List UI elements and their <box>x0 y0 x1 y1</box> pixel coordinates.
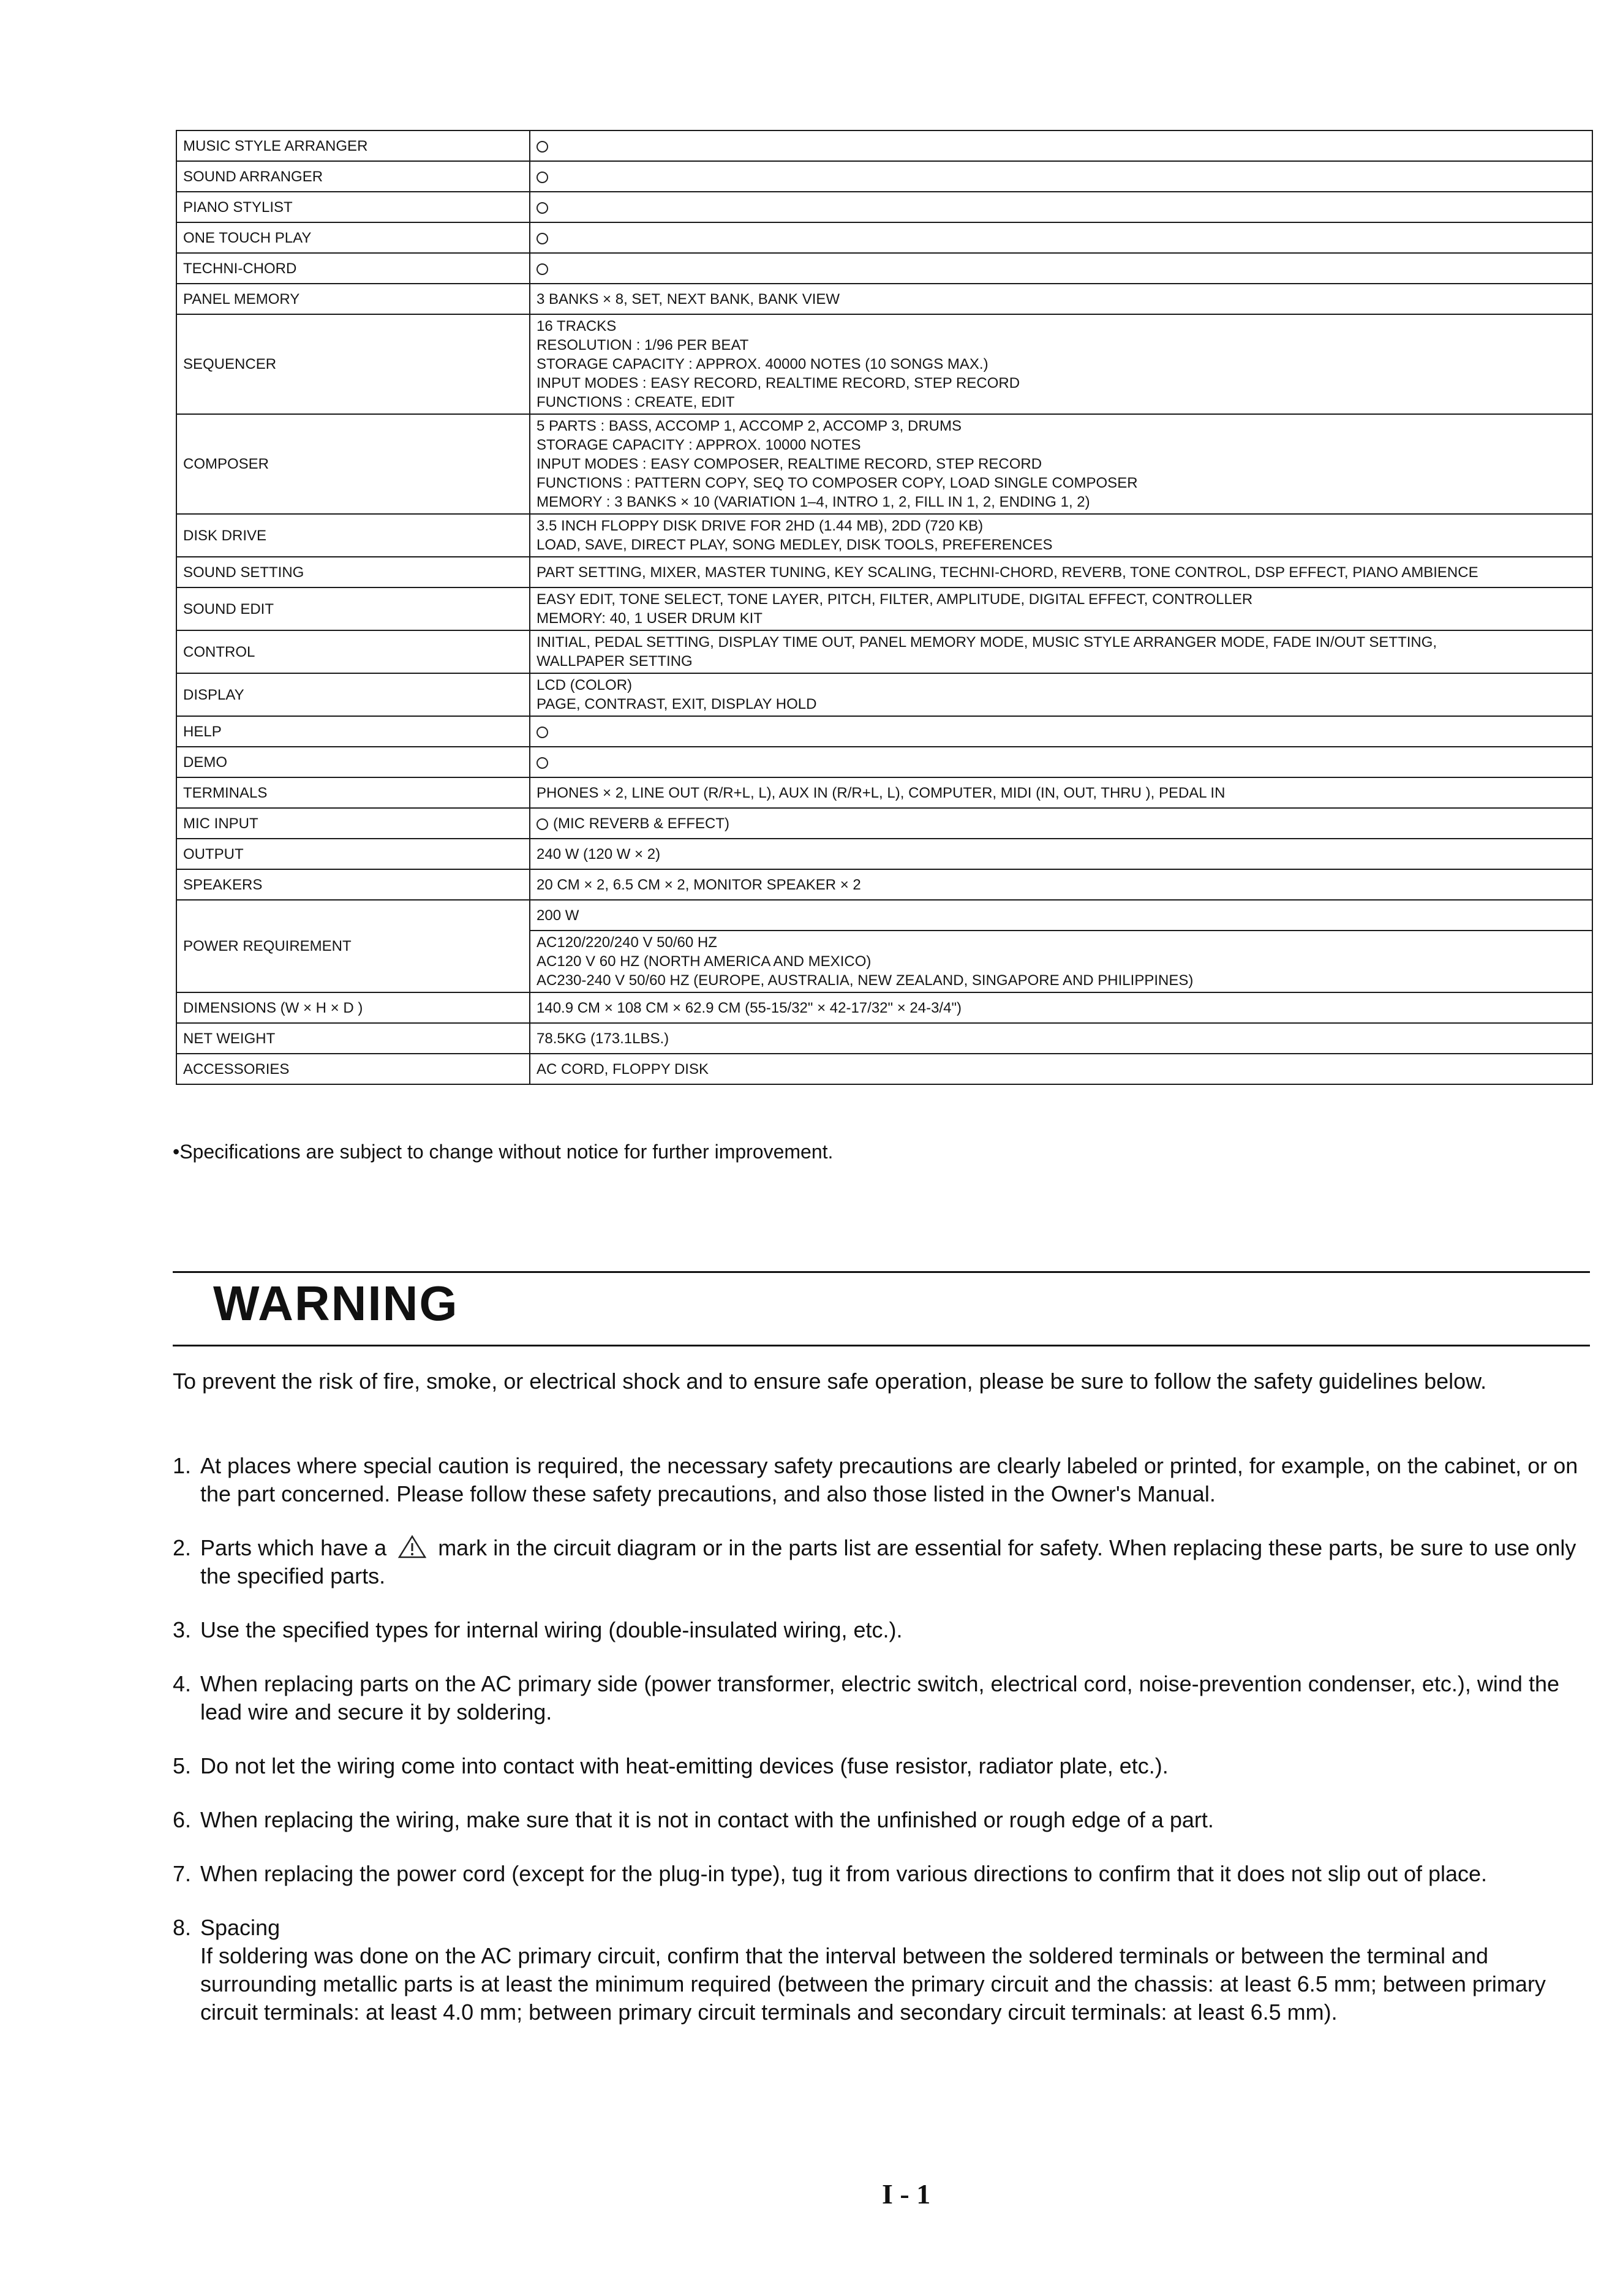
spec-row <box>176 839 1592 869</box>
spec-label: PANEL MEMORY <box>176 284 530 314</box>
spec-label: SEQUENCER <box>176 314 530 414</box>
warning-item-5 <box>173 1752 1587 1780</box>
item-text-before: Parts which have a <box>200 1535 387 1560</box>
warning-item-3 <box>173 1616 1587 1644</box>
spec-label: HELP <box>176 716 530 747</box>
spec-value-line: 140.9 CM × 108 CM × 62.9 CM (55-15/32" × 42-17/32" × 24-3/4") <box>537 999 962 1016</box>
warning-list <box>173 1452 1587 2026</box>
spec-value-line: EASY EDIT, TONE SELECT, TONE LAYER, PITCH, FILTER, AMPLITUDE, DIGITAL EFFECT, CONTROLLER <box>537 591 1253 608</box>
warning-triangle-icon <box>397 1535 427 1559</box>
spec-row <box>176 716 1592 747</box>
spec-value <box>530 192 1592 222</box>
spec-value <box>530 747 1592 777</box>
spec-table-body <box>176 130 1592 1084</box>
spec-value <box>530 900 1592 931</box>
spec-value <box>530 673 1592 716</box>
spec-value <box>530 777 1592 808</box>
warning-item-8 <box>173 1914 1587 2026</box>
spec-row <box>176 130 1592 161</box>
spec-value-line: INPUT MODES : EASY COMPOSER, REALTIME RECORD, STEP RECORD <box>537 456 1042 472</box>
spec-value <box>530 222 1592 253</box>
spec-label: POWER REQUIREMENT <box>176 900 530 992</box>
spec-label: SOUND ARRANGER <box>176 161 530 192</box>
item-text: Do not let the wiring come into contact with heat-emitting devices (fuse resistor, radiator plate, etc.). <box>200 1753 1169 1778</box>
spec-value-line: FUNCTIONS : PATTERN COPY, SEQ TO COMPOSER COPY, LOAD SINGLE COMPOSER <box>537 475 1138 491</box>
spec-value-line: AC CORD, FLOPPY DISK <box>537 1060 709 1078</box>
spec-label: MIC INPUT <box>176 808 530 839</box>
circle-icon <box>537 757 548 769</box>
spec-value-line: AC120 V 60 HZ (NORTH AMERICA AND MEXICO) <box>537 953 872 970</box>
circle-icon <box>537 727 548 738</box>
spec-row <box>176 514 1592 557</box>
spec-value-line: INITIAL, PEDAL SETTING, DISPLAY TIME OUT, PANEL MEMORY MODE, MUSIC STYLE ARRANGER MODE, FADE IN/OUT SETTING, <box>537 634 1437 651</box>
spec-value-line: 3 BANKS × 8, SET, NEXT BANK, BANK VIEW <box>537 290 840 308</box>
spec-value <box>530 1023 1592 1054</box>
circle-icon <box>537 172 548 183</box>
spec-label: DIMENSIONS (W × H × D ) <box>176 992 530 1023</box>
item-text: When replacing the power cord (except for the plug-in type), tug it from various directions to confirm that it does not slip out of place. <box>200 1861 1488 1886</box>
spec-value <box>530 992 1592 1023</box>
spec-value-line: PAGE, CONTRAST, EXIT, DISPLAY HOLD <box>537 696 817 712</box>
item-number: 7. <box>173 1861 192 1886</box>
item-number: 1. <box>173 1453 192 1478</box>
spec-value <box>530 414 1592 514</box>
spec-row <box>176 414 1592 514</box>
spec-label: ACCESSORIES <box>176 1054 530 1084</box>
item-number: 8. <box>173 1915 192 1940</box>
item-number: 4. <box>173 1671 192 1696</box>
warning-item-6 <box>173 1806 1587 1834</box>
spec-value-line: 16 TRACKS <box>537 318 617 334</box>
circle-icon <box>537 263 548 275</box>
spec-row <box>176 253 1592 284</box>
warning-rule-top <box>173 1271 1590 1273</box>
spec-label: ONE TOUCH PLAY <box>176 222 530 253</box>
spec-row <box>176 808 1592 839</box>
spec-value-line: RESOLUTION : 1/96 PER BEAT <box>537 337 749 353</box>
spec-value-line: 240 W (120 W × 2) <box>537 845 661 863</box>
spec-value-line: STORAGE CAPACITY : APPROX. 40000 NOTES (10 SONGS MAX.) <box>537 356 988 372</box>
spec-value-line: LCD (COLOR) <box>537 677 633 693</box>
spec-value-line: 200 W <box>537 907 579 924</box>
spec-row <box>176 747 1592 777</box>
spec-value-line: AC230-240 V 50/60 HZ (EUROPE, AUSTRALIA, NEW ZEALAND, SINGAPORE AND PHILIPPINES) <box>537 972 1194 989</box>
spec-row <box>176 587 1592 630</box>
spec-row <box>176 161 1592 192</box>
spec-label: DEMO <box>176 747 530 777</box>
item-number: 3. <box>173 1617 192 1642</box>
spec-label: SOUND EDIT <box>176 587 530 630</box>
item-number: 6. <box>173 1807 192 1832</box>
spec-row <box>176 314 1592 414</box>
spec-row <box>176 900 1592 931</box>
item-text: When replacing parts on the AC primary side (power transformer, electric switch, electrical cord, noise-prevention condenser, etc.), wind the lead wire and secure it by soldering. <box>200 1671 1559 1724</box>
spec-label: TECHNI-CHORD <box>176 253 530 284</box>
spec-label: SOUND SETTING <box>176 557 530 587</box>
warning-item-4 <box>173 1670 1587 1726</box>
spec-value-line: LOAD, SAVE, DIRECT PLAY, SONG MEDLEY, DISK TOOLS, PREFERENCES <box>537 537 1053 553</box>
spec-value-line: MEMORY : 3 BANKS × 10 (VARIATION 1–4, INTRO 1, 2, FILL IN 1, 2, ENDING 1, 2) <box>537 494 1090 510</box>
spec-value <box>530 314 1592 414</box>
spec-value-line: INPUT MODES : EASY RECORD, REALTIME RECORD, STEP RECORD <box>537 375 1020 391</box>
circle-icon <box>537 233 548 244</box>
spec-row <box>176 1054 1592 1084</box>
spec-value-line: WALLPAPER SETTING <box>537 653 693 670</box>
spec-note: •Specifications are subject to change without notice for further improvement. <box>173 1141 834 1163</box>
spec-value-line: 3.5 INCH FLOPPY DISK DRIVE FOR 2HD (1.44 MB), 2DD (720 KB) <box>537 518 984 534</box>
spec-row <box>176 192 1592 222</box>
warning-item-7 <box>173 1860 1587 1888</box>
spec-row <box>176 222 1592 253</box>
spec-value-line: 20 CM × 2, 6.5 CM × 2, MONITOR SPEAKER × 2 <box>537 876 861 893</box>
item-text: Use the specified types for internal wiring (double-insulated wiring, etc.). <box>200 1617 903 1642</box>
spec-value <box>530 808 1592 839</box>
spec-value-line: STORAGE CAPACITY : APPROX. 10000 NOTES <box>537 437 861 453</box>
spec-value-line: PHONES × 2, LINE OUT (R/R+L, L), AUX IN (R/R+L, L), COMPUTER, MIDI (IN, OUT, THRU ), PEDAL IN <box>537 784 1226 801</box>
spec-row <box>176 777 1592 808</box>
spec-row <box>176 1023 1592 1054</box>
spec-value <box>530 869 1592 900</box>
spec-value <box>530 630 1592 673</box>
item-number: 5. <box>173 1753 192 1778</box>
spec-label: NET WEIGHT <box>176 1023 530 1054</box>
page-number: I - 1 <box>882 2178 931 2210</box>
spec-value-line: PART SETTING, MIXER, MASTER TUNING, KEY SCALING, TECHNI-CHORD, REVERB, TONE CONTROL, DSP EFFECT, PIANO AMBIENCE <box>537 564 1478 581</box>
spec-value <box>530 557 1592 587</box>
spec-row <box>176 630 1592 673</box>
warning-intro: To prevent the risk of fire, smoke, or electrical shock and to ensure safe operation, please be sure to follow the safety guidelines below. <box>173 1369 1487 1394</box>
warning-item-1 <box>173 1452 1587 1508</box>
spec-label: SPEAKERS <box>176 869 530 900</box>
item-text: At places where special caution is required, the necessary safety precautions are clearly labeled or printed, for example, on the cabinet, or on the part concerned. Please follow these safety precautions, and also those listed in the Owner's Manual. <box>200 1453 1578 1506</box>
spec-value-line: AC120/220/240 V 50/60 HZ <box>537 934 717 951</box>
spec-row <box>176 992 1592 1023</box>
warning-item-2 <box>173 1534 1587 1590</box>
item-heading: Spacing <box>200 1915 281 1940</box>
spec-value <box>530 839 1592 869</box>
item-text: When replacing the wiring, make sure that it is not in contact with the unfinished or rough edge of a part. <box>200 1807 1214 1832</box>
spec-value <box>530 716 1592 747</box>
spec-value <box>530 514 1592 557</box>
spec-value <box>530 284 1592 314</box>
spec-value-line: (MIC REVERB & EFFECT) <box>553 815 730 832</box>
spec-table <box>176 130 1593 1085</box>
warning-title: WARNING <box>213 1276 459 1331</box>
item-text: If soldering was done on the AC primary circuit, confirm that the interval between the soldered terminals or between the terminal and surrounding metallic parts is at least the minimum required (between the primary circuit and the chassis: at least 6.5 mm; between primary circuit terminals: at least 4.0 mm; between primary circuit terminals and secondary circuit terminals: at least 6.5 mm). <box>200 1943 1546 2025</box>
spec-label: TERMINALS <box>176 777 530 808</box>
spec-value-line: 5 PARTS : BASS, ACCOMP 1, ACCOMP 2, ACCOMP 3, DRUMS <box>537 418 962 434</box>
spec-label: CONTROL <box>176 630 530 673</box>
circle-icon <box>537 202 548 214</box>
circle-icon <box>537 141 548 153</box>
spec-value <box>530 161 1592 192</box>
spec-label: OUTPUT <box>176 839 530 869</box>
spec-value-line: FUNCTIONS : CREATE, EDIT <box>537 394 735 410</box>
spec-value-line: 78.5KG (173.1LBS.) <box>537 1030 669 1047</box>
spec-row <box>176 673 1592 716</box>
spec-label: COMPOSER <box>176 414 530 514</box>
spec-row <box>176 557 1592 587</box>
circle-icon <box>537 818 548 830</box>
spec-value <box>530 253 1592 284</box>
item-text-after: mark in the circuit diagram or in the parts list are essential for safety. When replacing these parts, be sure to use only the specified parts. <box>200 1535 1576 1588</box>
spec-row <box>176 284 1592 314</box>
spec-label: PIANO STYLIST <box>176 192 530 222</box>
warning-rule-bottom <box>173 1345 1590 1346</box>
spec-value <box>530 1054 1592 1084</box>
spec-value <box>530 587 1592 630</box>
spec-value-line: MEMORY: 40, 1 USER DRUM KIT <box>537 610 763 627</box>
spec-row <box>176 869 1592 900</box>
spec-value <box>530 130 1592 161</box>
spec-label: MUSIC STYLE ARRANGER <box>176 130 530 161</box>
spec-label: DISK DRIVE <box>176 514 530 557</box>
item-number: 2. <box>173 1535 192 1560</box>
spec-value <box>530 931 1592 992</box>
spec-label: DISPLAY <box>176 673 530 716</box>
